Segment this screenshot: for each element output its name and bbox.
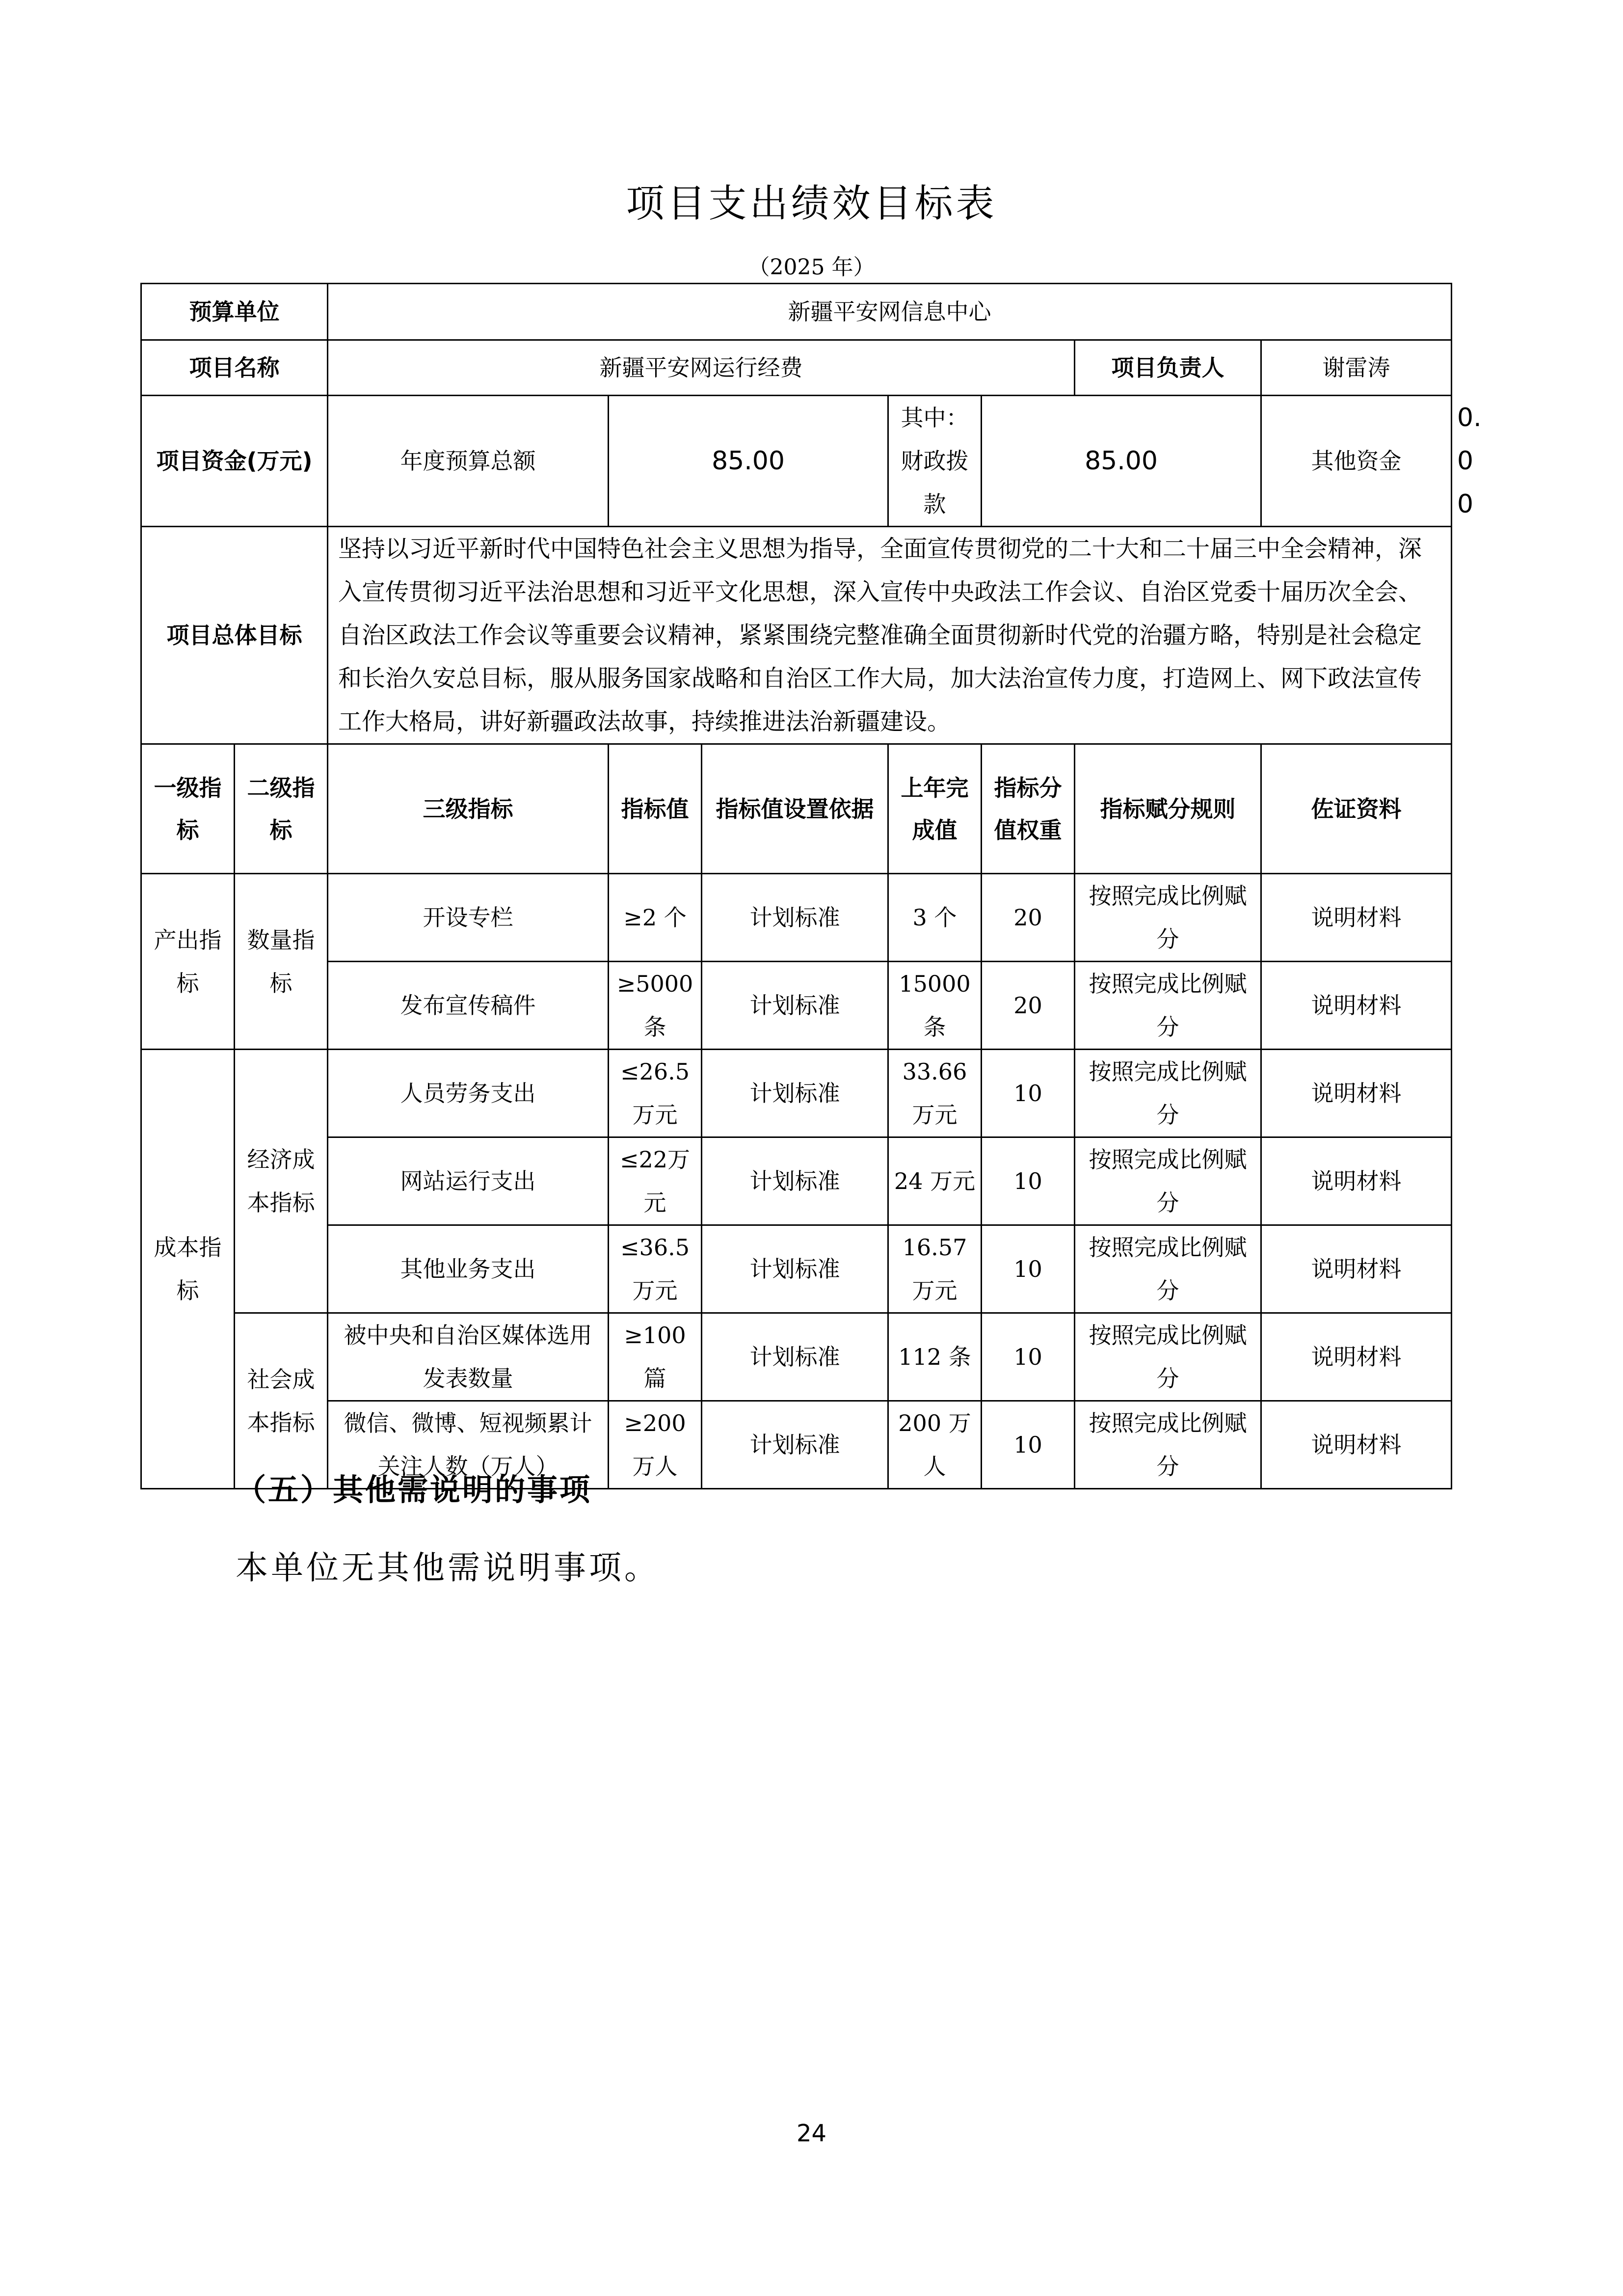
unit-label: 预算单位	[141, 284, 328, 340]
page-title: 项目支出绩效目标表	[626, 182, 997, 226]
group-cost: 成本指标	[141, 1050, 235, 1489]
table-row	[141, 1225, 1452, 1313]
header-value: 指标值	[609, 744, 702, 874]
info-row-name	[141, 340, 1452, 396]
row-basis: 计划标准	[702, 1137, 888, 1225]
row-value: ≥200万人	[609, 1401, 702, 1489]
row-name: 其他业务支出	[328, 1225, 609, 1313]
row-weight: 20	[982, 874, 1075, 962]
leader-value: 谢雷涛	[1261, 340, 1452, 396]
row-evidence: 说明材料	[1261, 874, 1452, 962]
row-rule: 按照完成比例赋分	[1075, 1050, 1261, 1137]
group-output: 产出指标	[141, 874, 235, 1050]
row-rule: 按照完成比例赋分	[1075, 1137, 1261, 1225]
performance-target-table	[140, 283, 1482, 1489]
row-evidence: 说明材料	[1261, 1137, 1452, 1225]
row-evidence: 说明材料	[1261, 1225, 1452, 1313]
row-name: 人员劳务支出	[328, 1050, 609, 1137]
row-rule: 按照完成比例赋分	[1075, 874, 1261, 962]
row-name: 开设专栏	[328, 874, 609, 962]
row-last: 200 万人	[888, 1401, 982, 1489]
group-social: 社会成本指标	[235, 1313, 328, 1489]
fiscal-allocation-label: 其中：财政拨款	[888, 396, 982, 527]
row-name: 发布宣传稿件	[328, 962, 609, 1050]
group-quantity: 数量指标	[235, 874, 328, 1050]
header-level3: 三级指标	[328, 744, 609, 874]
row-weight: 10	[982, 1401, 1075, 1489]
other-funds-label-cell: 其他资金	[1261, 396, 1452, 527]
row-evidence: 说明材料	[1261, 1050, 1452, 1137]
table-row	[141, 1137, 1452, 1225]
section-heading: （五）其他需说明的事项	[236, 1472, 592, 1508]
table-row	[141, 1313, 1452, 1401]
info-row-funds: 项目资金(万元) 年度预算总额 85.00 其中：财政拨款 85.00 其他资金 0.00	[141, 396, 1452, 527]
unit-value: 新疆平安网信息中心	[328, 284, 1452, 340]
header-row	[141, 744, 1452, 874]
row-value: ≤26.5 万元	[609, 1050, 702, 1137]
row-value: ≥100篇	[609, 1313, 702, 1401]
row-rule: 按照完成比例赋分	[1075, 1313, 1261, 1401]
info-row-goal	[141, 527, 1452, 744]
row-basis: 计划标准	[702, 1313, 888, 1401]
row-last: 33.66万元	[888, 1050, 982, 1137]
row-weight: 10	[982, 1225, 1075, 1313]
table-row	[141, 874, 1452, 962]
project-name-value: 新疆平安网运行经费	[328, 340, 1075, 396]
table-row	[141, 1050, 1452, 1137]
row-evidence: 说明材料	[1261, 962, 1452, 1050]
year-label: （2025 年）	[748, 255, 875, 280]
row-weight: 20	[982, 962, 1075, 1050]
row-basis: 计划标准	[702, 962, 888, 1050]
row-last: 112 条	[888, 1313, 982, 1401]
row-basis: 计划标准	[702, 1401, 888, 1489]
row-last: 15000条	[888, 962, 982, 1050]
fiscal-allocation-value: 85.00	[982, 396, 1261, 527]
fund-label: 项目资金(万元)	[141, 396, 328, 527]
goal-text: 坚持以习近平新时代中国特色社会主义思想为指导，全面宣传贯彻党的二十大和二十届三中全会精神，深入宣传贯彻习近平法治思想和习近平文化思想，深入宣传中央政法工作会议、自治区党委十届历次全会、自治区政法工作会议等重要会议精神，紧紧围绕完整准确全面贯彻新时代党的治疆方略，特别是社会稳定和长治久安总目标，服从服务国家战略和自治区工作大局，加大法治宣传力度，打造网上、网下政法宣传工作大格局，讲好新疆政法故事，持续推进法治新疆建设。	[328, 527, 1452, 744]
header-evidence: 佐证资料	[1261, 744, 1452, 874]
row-value: ≤36.5 万元	[609, 1225, 702, 1313]
row-rule: 按照完成比例赋分	[1075, 1225, 1261, 1313]
row-rule: 按照完成比例赋分	[1075, 962, 1261, 1050]
row-weight: 10	[982, 1313, 1075, 1401]
row-weight: 10	[982, 1137, 1075, 1225]
header-level2: 二级指标	[235, 744, 328, 874]
row-basis: 计划标准	[702, 1225, 888, 1313]
row-last: 24 万元	[888, 1137, 982, 1225]
row-rule: 按照完成比例赋分	[1075, 1401, 1261, 1489]
header-weight: 指标分值权重	[982, 744, 1075, 874]
row-weight: 10	[982, 1050, 1075, 1137]
info-row-unit	[141, 284, 1452, 340]
row-value: ≥2 个	[609, 874, 702, 962]
header-basis: 指标值设置依据	[702, 744, 888, 874]
section-text: 本单位无其他需说明事项。	[236, 1549, 660, 1587]
row-name: 网站运行支出	[328, 1137, 609, 1225]
row-last: 3 个	[888, 874, 982, 962]
project-name-label: 项目名称	[141, 340, 328, 396]
goal-label: 项目总体目标	[141, 527, 328, 744]
leader-label: 项目负责人	[1075, 340, 1261, 396]
header-rule: 指标赋分规则	[1075, 744, 1261, 874]
annual-budget-label: 年度预算总额	[328, 396, 609, 527]
row-value: ≥5000条	[609, 962, 702, 1050]
header-last-year: 上年完成值	[888, 744, 982, 874]
row-basis: 计划标准	[702, 1050, 888, 1137]
row-value: ≤22万元	[609, 1137, 702, 1225]
row-name: 微信、微博、短视频累计关注人数（万人）	[328, 1401, 609, 1489]
row-evidence: 说明材料	[1261, 1401, 1452, 1489]
page-number: 24	[796, 2120, 827, 2147]
header-level1: 一级指标	[141, 744, 235, 874]
row-basis: 计划标准	[702, 874, 888, 962]
group-economic: 经济成本指标	[235, 1050, 328, 1313]
row-name: 被中央和自治区媒体选用发表数量	[328, 1313, 609, 1401]
annual-budget-value: 85.00	[609, 396, 888, 527]
row-evidence: 说明材料	[1261, 1313, 1452, 1401]
row-last: 16.57万元	[888, 1225, 982, 1313]
table-row	[141, 962, 1452, 1050]
